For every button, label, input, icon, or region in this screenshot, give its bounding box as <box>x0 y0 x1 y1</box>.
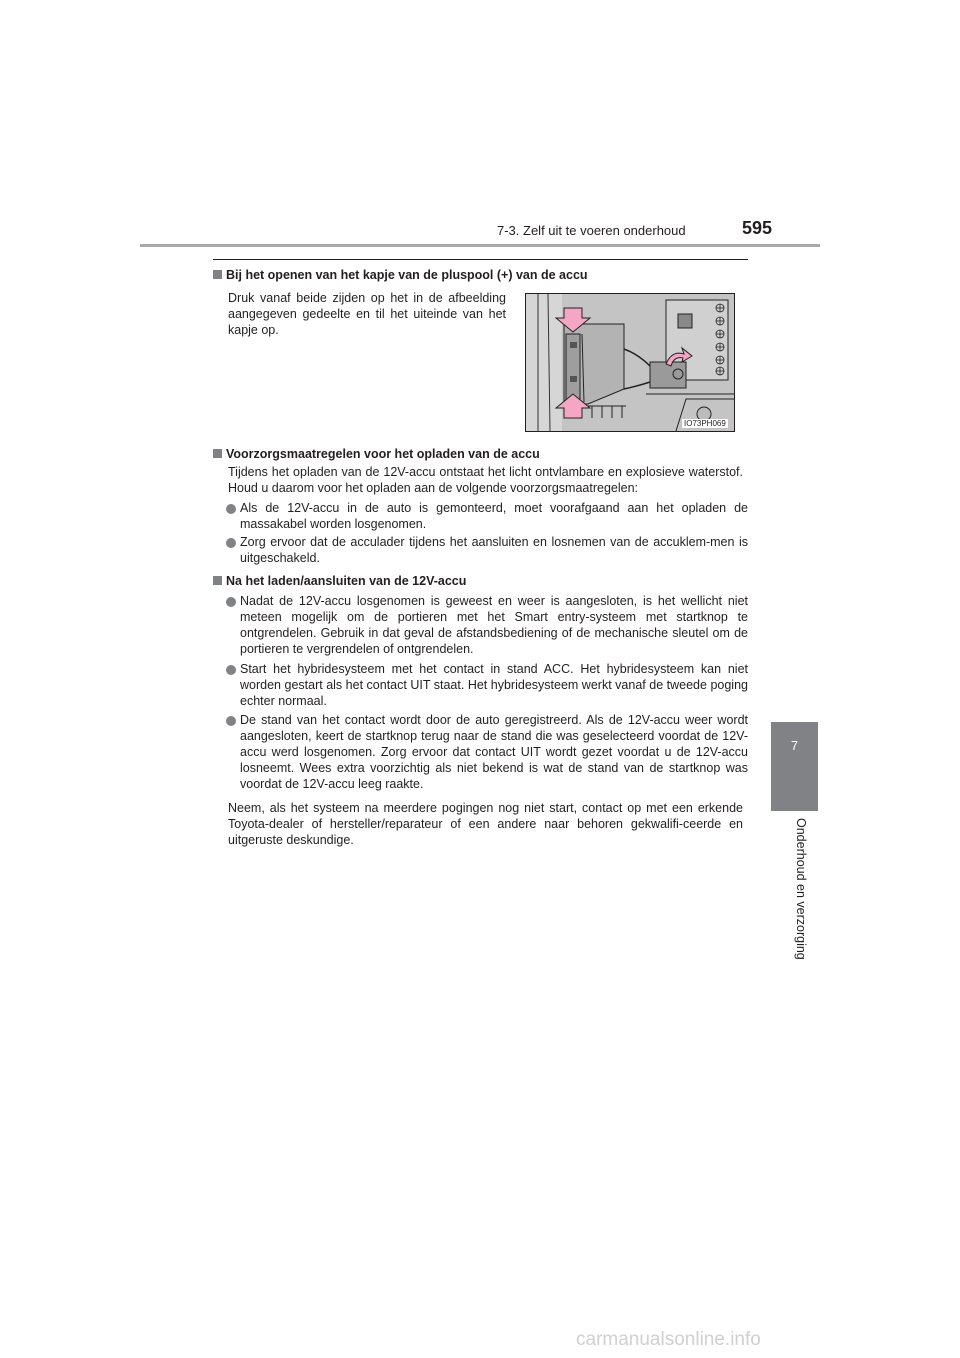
section-heading-text: Voorzorgsmaatregelen voor het opladen van de accu <box>226 447 540 461</box>
chapter-number: 7 <box>790 738 799 753</box>
bullet-item: De stand van het contact wordt door de auto geregistreerd. Als de 12V-accu weer wordt aangesloten, keert de startknop terug naar de stand die was geselecteerd voordat de 12V-accu werd losgenomen. Zorg ervoor dat contact UIT wordt gezet voordat u de 12V-accu losneemt. Wees extra voorzichtig als niet bekend is wat de stand van de startknop was voordat de 12V-accu leeg raakte. <box>240 713 748 791</box>
page-number: 595 <box>742 218 773 238</box>
figure-code: IO73PH069 <box>684 419 726 428</box>
bullet-icon <box>226 504 236 514</box>
bullet-icon <box>226 597 236 607</box>
bullet-item: Start het hybridesysteem met het contact in stand ACC. Het hybridesysteem kan niet worden gestart als het contact UIT staat. Het hybridesysteem werkt vanaf de tweede poging echter normaal. <box>240 662 748 708</box>
section-heading-battery-cap <box>213 267 588 283</box>
battery-cap-drawing <box>526 294 734 431</box>
section-heading-text: Na het laden/aansluiten van de 12V-accu <box>226 574 467 588</box>
section-heading-after-charging <box>213 573 466 589</box>
running-header-section: 7-3. Zelf uit te voeren onderhoud <box>497 223 686 238</box>
section-paragraph: Tijdens het opladen van de 12V-accu ontstaat het licht ontvlambare en explosieve waterstof. Houd u daarom voor het opladen aan de volgende voorzorgsmaatregelen: <box>228 465 743 495</box>
chapter-label: Onderhoud en verzorging <box>794 818 808 960</box>
bullet-item: Nadat de 12V-accu losgenomen is geweest en weer is aangesloten, is het wellicht niet meteen mogelijk om de portieren met het Smart entry-systeem met startknop te ontgrendelen. Gebruik in dat geval de afstandsbediening of de mechanische sleutel om de portieren te vergrendelen of ontgrendelen. <box>240 594 748 656</box>
section-heading-charging <box>213 446 540 462</box>
section-heading-text: Bij het openen van het kapje van de pluspool (+) van de accu <box>226 268 588 282</box>
battery-cap-illustration <box>525 293 735 432</box>
section-paragraph: Druk vanaf beide zijden op het in de afbeelding aangegeven gedeelte en til het uiteinde van het kapje op. <box>228 291 506 337</box>
chapter-tab[interactable] <box>771 722 818 811</box>
bullet-item: Als de 12V-accu in de auto is gemonteerd, moet voorafgaand aan het opladen de massakabel worden losgenomen. <box>240 501 748 531</box>
bullet-icon <box>226 538 236 548</box>
section-rule <box>213 259 748 260</box>
bullet-item: Zorg ervoor dat de acculader tijdens het aansluiten en losnemen van de accuklem-men is uitgeschakeld. <box>240 535 748 565</box>
header-rule <box>140 244 820 247</box>
bullet-icon <box>226 716 236 726</box>
watermark: carmanualsonline.info <box>576 1329 761 1350</box>
heading-marker-icon <box>213 576 222 585</box>
closing-paragraph: Neem, als het systeem na meerdere pogingen nog niet start, contact op met een erkende Toyota-dealer of hersteller/reparateur of een andere naar behoren gekwalifi-ceerde en uitgeruste deskundige. <box>228 801 743 847</box>
heading-marker-icon <box>213 270 222 279</box>
bullet-icon <box>226 665 236 675</box>
heading-marker-icon <box>213 449 222 458</box>
